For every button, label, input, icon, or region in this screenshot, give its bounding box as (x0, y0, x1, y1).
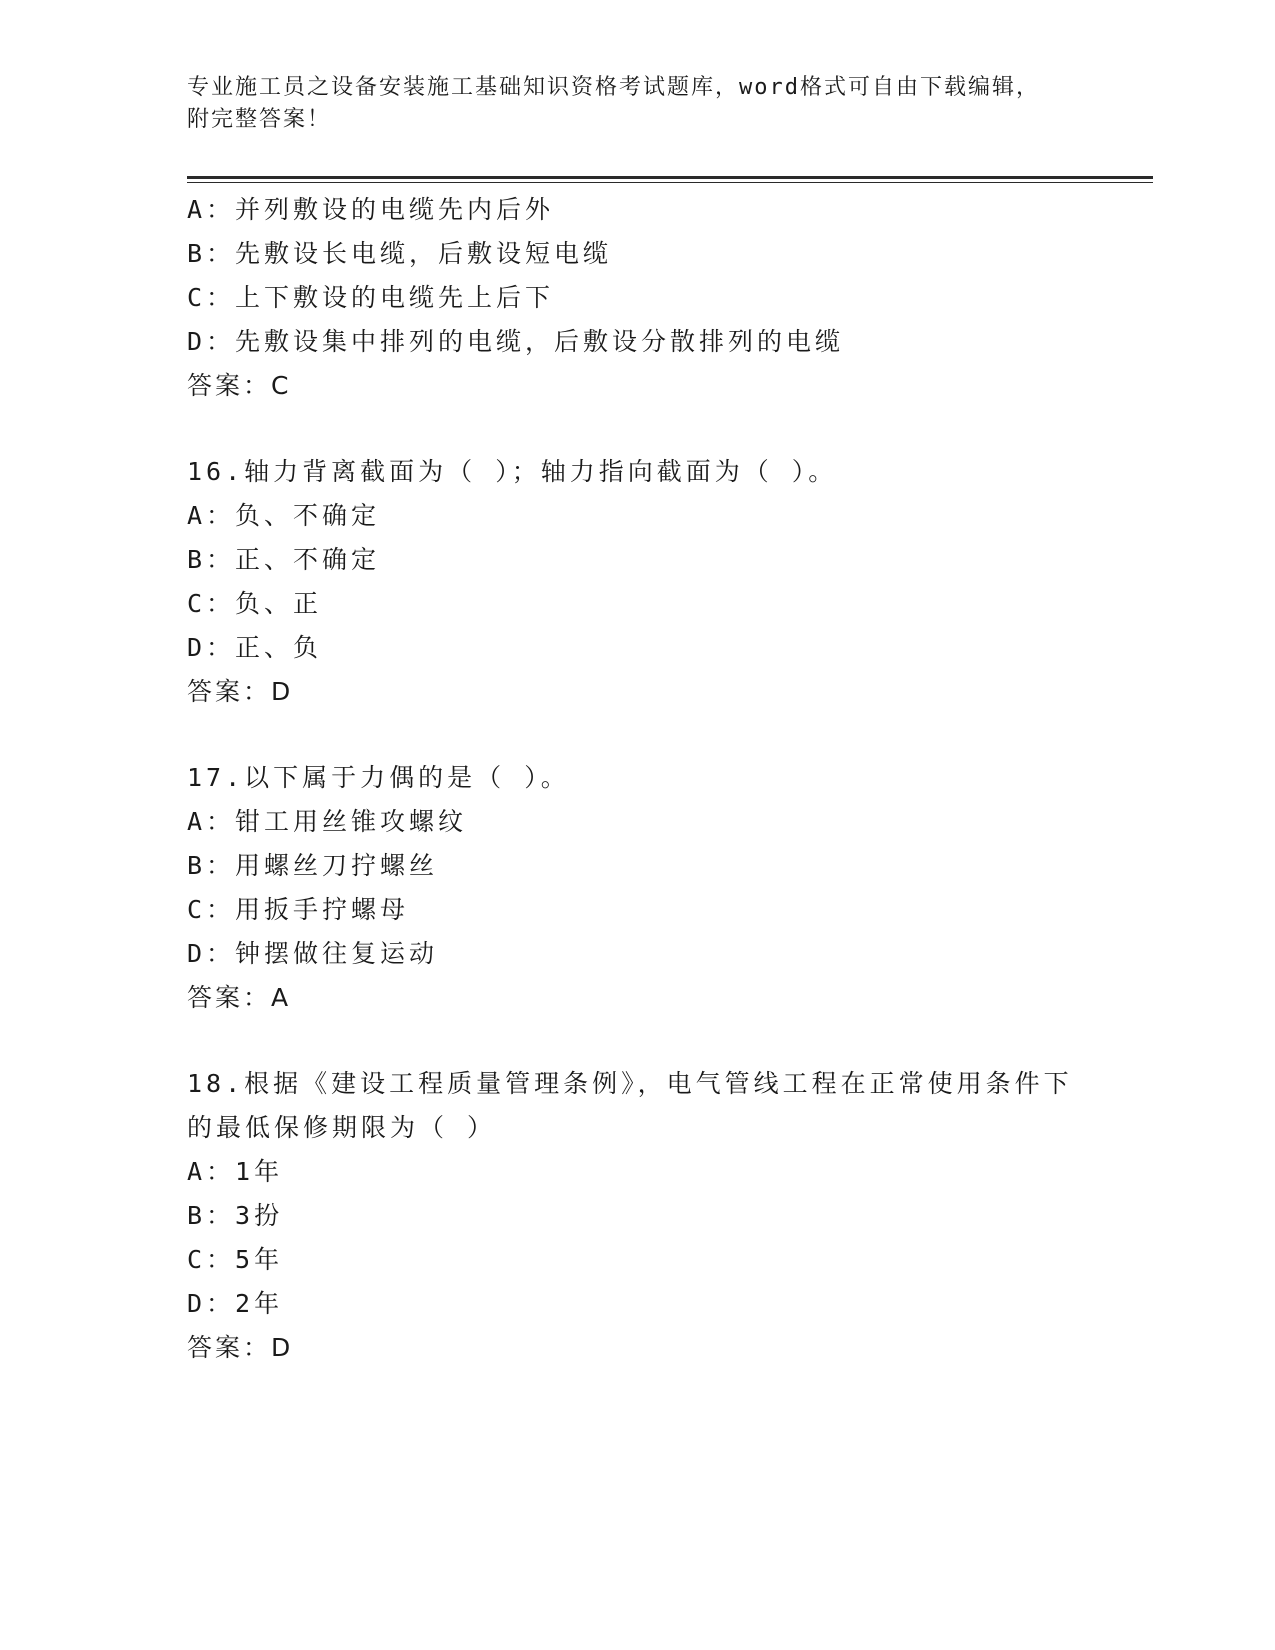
header-line-2: 附完整答案！ (187, 107, 332, 132)
header-line-1: 专业施工员之设备安装施工基础知识资格考试题库，word格式可自由下载编辑， (187, 75, 1040, 100)
q18-question-line-1: 18.根据《建设工程质量管理条例》，电气管线工程在正常使用条件下 (187, 1069, 1073, 1098)
q18-option-b: B：3扮 (187, 1201, 284, 1230)
q18-question-line-2: 的最低保修期限为（ ） (187, 1113, 497, 1142)
q18-option-a: A：1年 (187, 1157, 284, 1186)
q17-option-b: B：用螺丝刀拧螺丝 (187, 851, 439, 880)
q16-answer: 答案：D (187, 677, 294, 706)
q15-option-c: C：上下敷设的电缆先上后下 (187, 283, 555, 312)
header-divider-thin (187, 182, 1153, 183)
q16-option-d: D：正、负 (187, 633, 323, 662)
q16-question: 16.轴力背离截面为（ ）；轴力指向截面为（ ）。 (187, 457, 838, 486)
q17-option-d: D：钟摆做往复运动 (187, 939, 439, 968)
q16-option-c: C：负、正 (187, 589, 323, 618)
q15-option-d: D：先敷设集中排列的电缆，后敷设分散排列的电缆 (187, 327, 845, 356)
q16-option-a: A：负、不确定 (187, 501, 381, 530)
q17-option-c: C：用扳手拧螺母 (187, 895, 410, 924)
header-divider-thick (187, 176, 1153, 179)
q17-question: 17.以下属于力偶的是（ ）。 (187, 763, 570, 792)
q16-option-b: B：正、不确定 (187, 545, 381, 574)
q18-answer: 答案：D (187, 1333, 294, 1362)
q18-option-d: D：2年 (187, 1289, 284, 1318)
document-header (187, 72, 1067, 136)
q18-option-c: C：5年 (187, 1245, 284, 1274)
q15-option-b: B：先敷设长电缆，后敷设短电缆 (187, 239, 613, 268)
q15-option-a: A：并列敷设的电缆先内后外 (187, 195, 555, 224)
q15-answer: 答案：C (187, 371, 292, 400)
q17-option-a: A：钳工用丝锥攻螺纹 (187, 807, 468, 836)
q17-answer: 答案：A (187, 983, 292, 1012)
